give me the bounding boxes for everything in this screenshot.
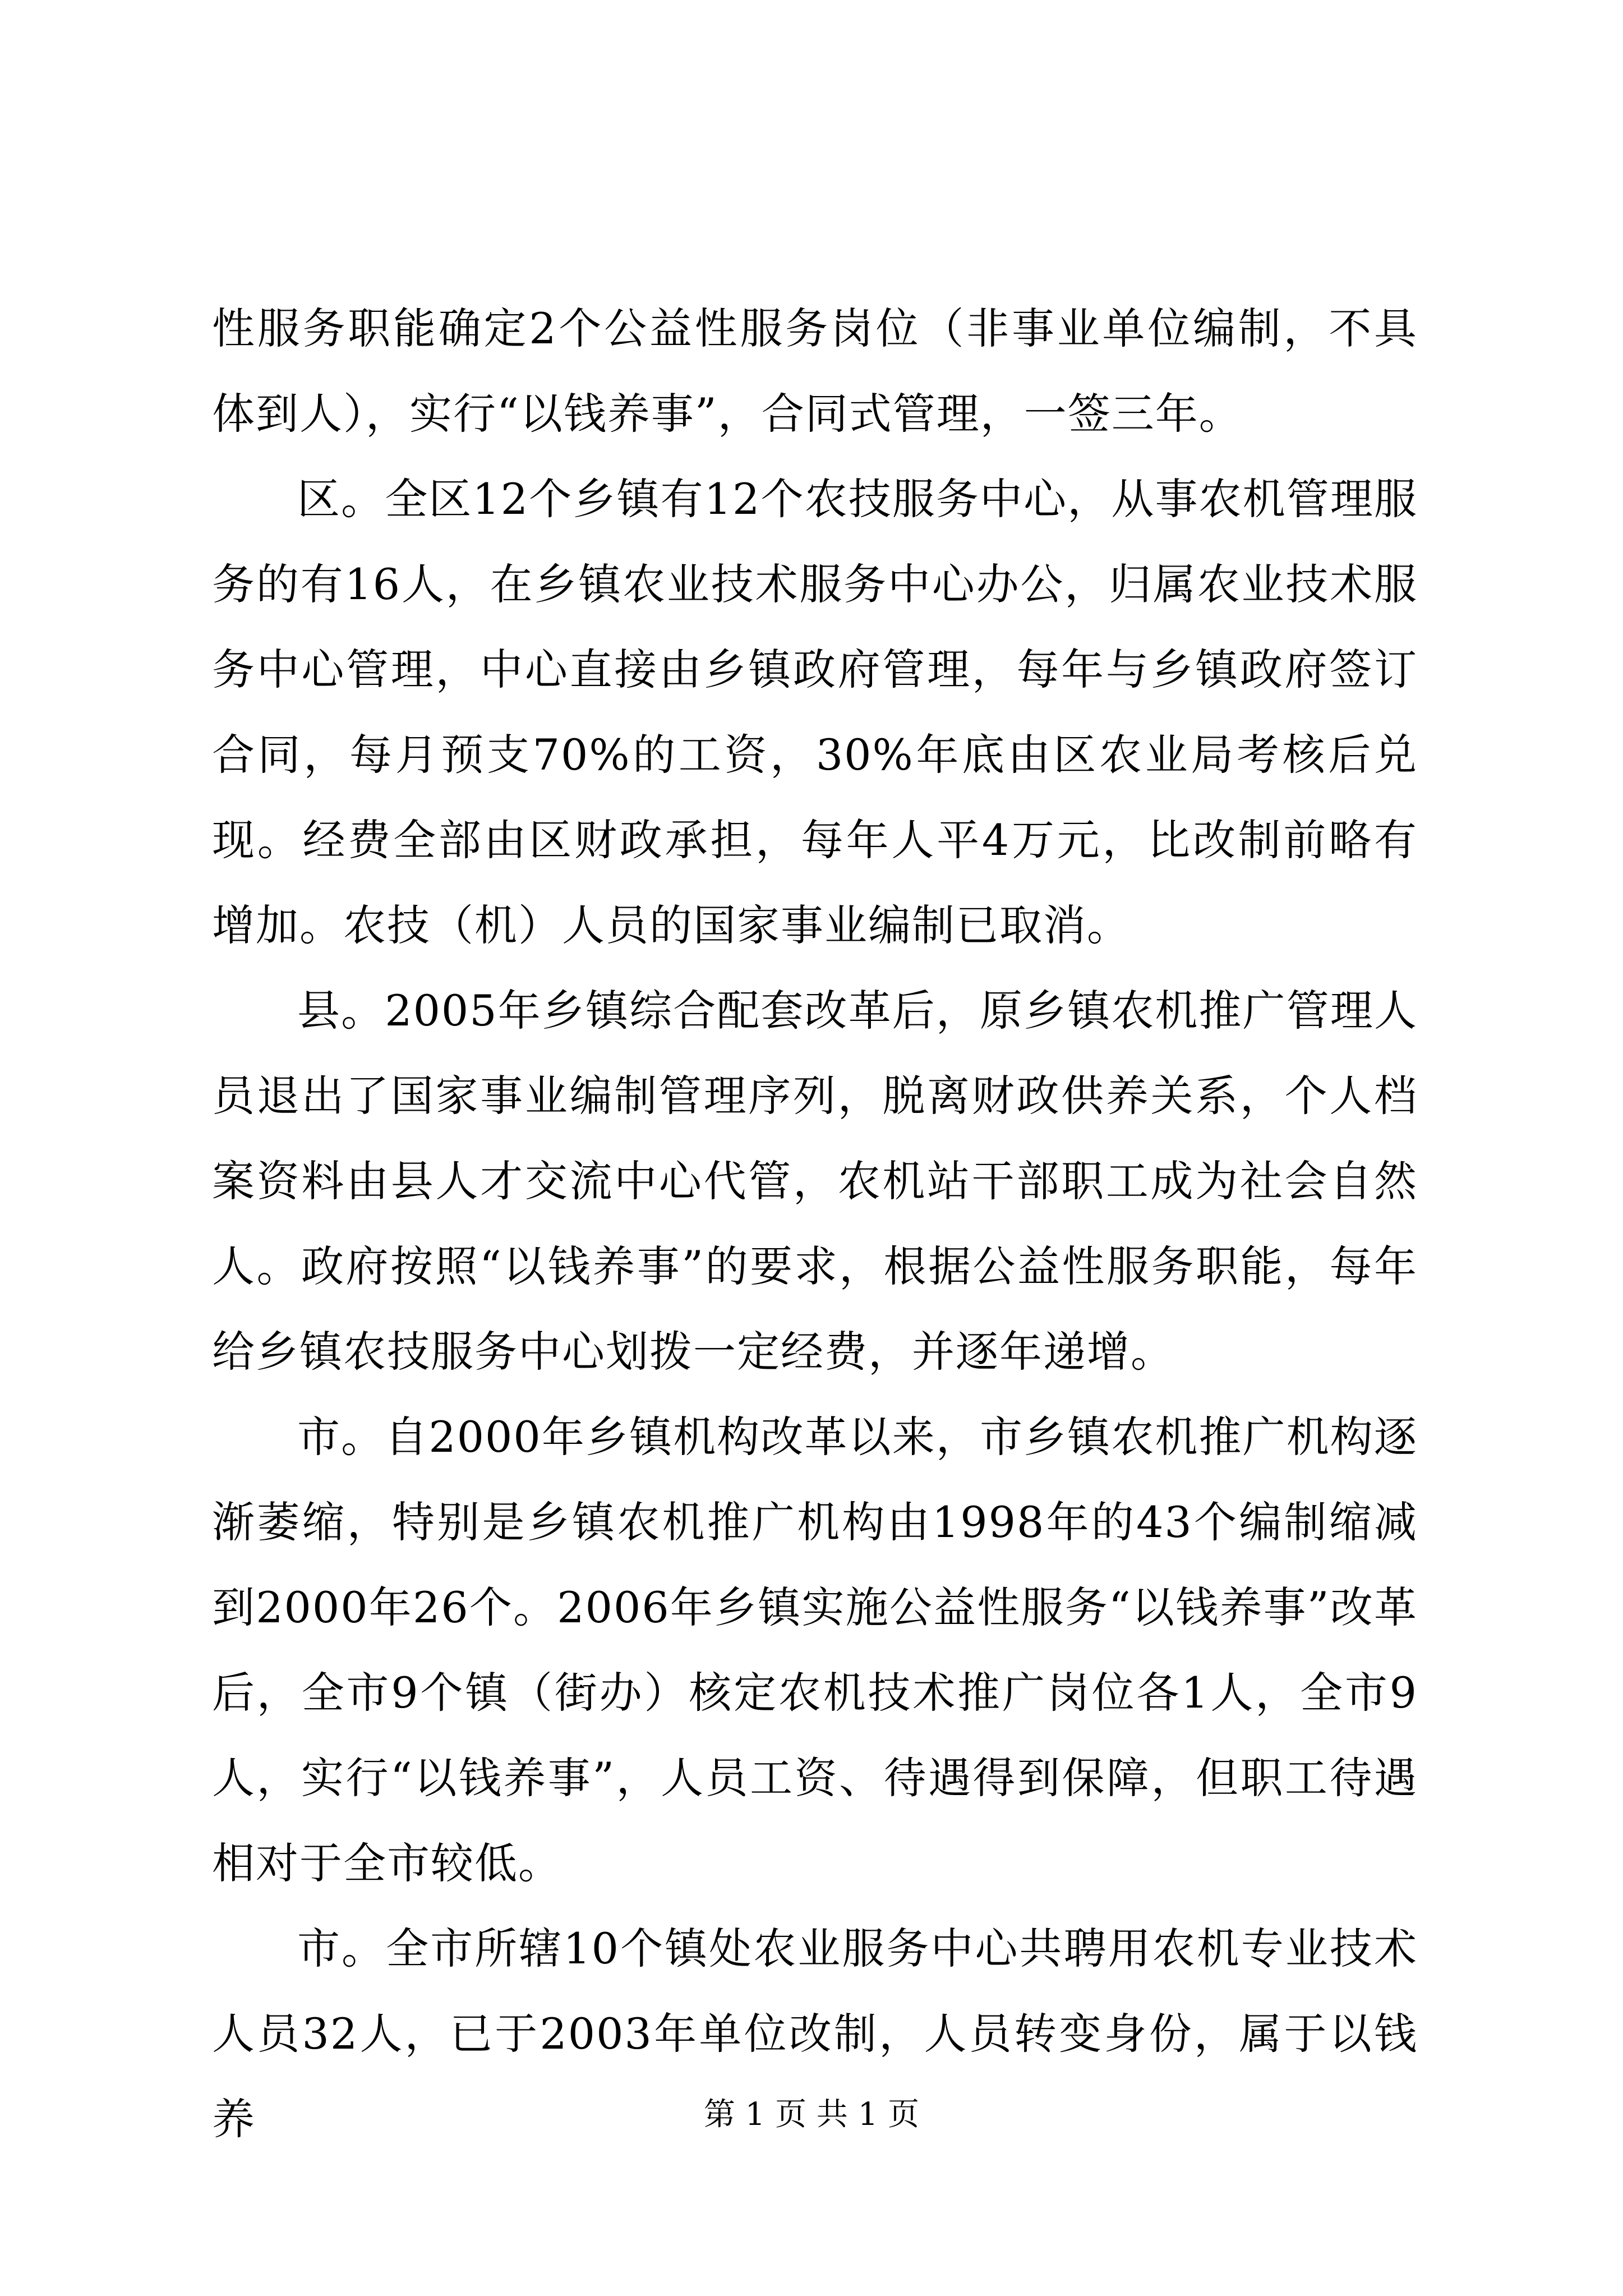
document-body [212, 286, 1418, 2162]
paragraph-4: 市。自2000年乡镇机构改革以来，市乡镇农机推广机构逐渐萎缩，特别是乡镇农机推广机构由1998年的43个编制缩减到2000年26个。2006年乡镇实施公益性服务“以钱养事”改革后，全市9个镇（街办）核定农机技术推广岗位各1人，全市9人，实行“以钱养事”，人员工资、待遇得到保障，但职工待遇相对于全市较低。 [212, 1412, 1418, 1888]
paragraph-5: 市。全市所辖10个镇处农业服务中心共聘用农机专业技术人员32人，已于2003年单位改制，人员转变身份，属于以钱养 [212, 1924, 1418, 2144]
page-footer: 第 1 页 共 1 页 [703, 2096, 920, 2133]
paragraph-1: 性服务职能确定2个公益性服务岗位（非事业单位编制，不具体到人），实行“以钱养事”，合同式管理，一签三年。 [212, 303, 1418, 439]
paragraph-3: 县。2005年乡镇综合配套改革后，原乡镇农机推广管理人员退出了国家事业编制管理序列，脱离财政供养关系，个人档案资料由县人才交流中心代管，农机站干部职工成为社会自然人。政府按照“以钱养事”的要求，根据公益性服务职能，每年给乡镇农技服务中心划拨一定经费，并逐年递增。 [212, 986, 1418, 1377]
paragraph-2: 区。全区12个乡镇有12个农技服务中心，从事农机管理服务的有16人，在乡镇农业技术服务中心办公，归属农业技术服务中心管理，中心直接由乡镇政府管理，每年与乡镇政府签订合同，每月预支70%的工资，30%年底由区农业局考核后兑现。经费全部由区财政承担，每年人平4万元，比改制前略有增加。农技（机）人员的国家事业编制已取消。 [212, 474, 1418, 950]
